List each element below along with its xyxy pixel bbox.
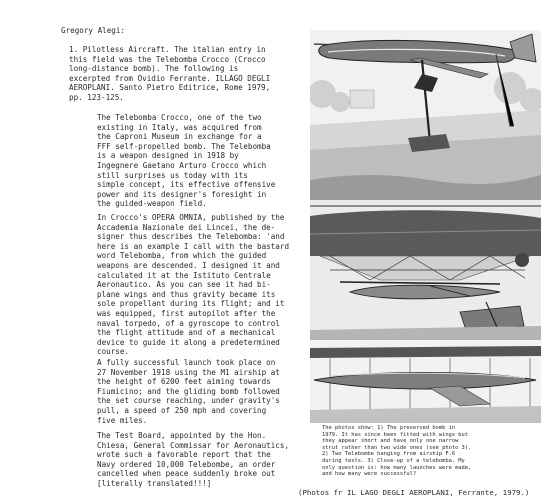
text-line: 27 November 1918 using the M1 airship at [97,367,280,377]
photo-credit: (Photos fr IL LAGO DEGLI AEROPLANI, Ferrante, 1979.) [298,488,530,497]
text-line: 1. Pilotless Aircraft. The italian entry in [69,45,266,54]
text-line: pull, a speed of 250 mph and covering [97,405,267,415]
text-line: Accademia Nazionale dei Lincei, the de- [97,222,276,232]
text-line: The Test Board, appointed by the Hon. [97,431,267,440]
text-line: existing in Italy, was acquired from [97,122,262,132]
text-line: and how many were successful? [322,471,417,478]
text-line: the set course reaching, under gravity's [97,396,280,406]
text-line: calculated it at the Istituto Centrale [97,270,271,280]
text-line: sole propellant during its flight; and it [97,299,285,309]
text-line: Navy ordered 10,000 Telebombe, an order [97,459,276,469]
photo-telebomba-closeup [310,340,541,423]
text-line: FFF self-propelled bomb. The Telebomba [97,141,271,151]
text-line: naval torpedo, of a gyroscope to control [97,318,280,328]
photo-caption [322,425,471,478]
text-line: course. [97,347,130,357]
text-line: Ingegnere Gaetano Arturo Crocco which [97,160,267,170]
author-line: Gregory Alegi: [61,26,126,35]
text-line: five miles. [97,415,148,425]
paragraph-opera-omnia-quote [97,213,289,357]
paragraph-test-board [97,431,289,489]
photo-collage [310,30,541,423]
text-line: In Crocco's OPERA OMNIA, published by the [97,213,285,222]
text-line: only question is: how many launches were made, [322,464,472,471]
text-line: signer thus describes the Telebomba: 'and [97,232,285,242]
paragraph-description [97,113,275,209]
text-line: plane wings and thus gravity became its [97,289,276,299]
text-line: pp. 123-125. [69,92,124,102]
text-line: they appear short and have only one narrow [322,438,459,445]
text-line: the Caproni Museum in exchange for a [97,132,262,142]
text-line: simple concept, its effective offensive [97,180,276,190]
text-line: [literally translated!!!] [97,478,212,488]
text-line: 1979. It has since been fitted with wings but [322,431,469,438]
text-line: excerpted from Ovidio Ferrante. ILLAGO DEGLI [69,73,271,83]
text-line: A fully successful launch took place on [97,358,276,367]
photo-airship-telebombe [310,200,541,340]
text-line: the guided-weapon field. [97,199,207,209]
text-line: long-distance bomb). The following is [69,64,239,74]
text-line: strut rather than two wide ones (see photo 3). [322,444,472,451]
text-line: Aeronautico. As you can see it had bi- [97,280,271,290]
text-line: Fiumicino; and the gliding bomb followed [97,386,280,396]
text-line: device to guide it along a predetermined [97,337,280,347]
text-line: is a weapon designed in 1918 by [97,151,239,161]
text-line: power and its designer's foresight in [97,189,267,199]
text-line: this field was the Telebomba Crocco (Crocco [69,54,266,64]
text-line: AEROPLANI. Santo Pietro Editrice, Rome 1979, [69,83,271,93]
text-line: weapons are descended. I designed it and [97,260,280,270]
section-1-intro [69,45,270,103]
text-line: cancelled when peace suddenly broke out [97,469,276,479]
text-line: the height of 6200 feet aiming towards [97,377,271,387]
text-line: 2) Two Telebombe hanging from airship F.6 [322,451,456,458]
text-line: during tests. 3) Close-up of a telebomba. My [322,457,465,464]
text-line: Chiesa, General Commissar for Aeronautics, [97,440,290,450]
text-line: here is an example I call with the bastard [97,241,290,251]
photo-preserved-bomb [310,30,541,200]
text-line: word Telebomba, from which the guided [97,251,267,261]
text-line: wrote such a favorable report that the [97,450,271,460]
paragraph-launch [97,358,280,425]
text-line: The photos show: 1) The preserved bomb in [322,425,456,431]
text-line: was equipped, first autopilot after the [97,308,276,318]
text-line: The Telebomba Crocco, one of the two [97,113,262,122]
text-line: the flight attitude and of a mechanical [97,328,276,338]
text-line: still surprises us today with its [97,170,248,180]
